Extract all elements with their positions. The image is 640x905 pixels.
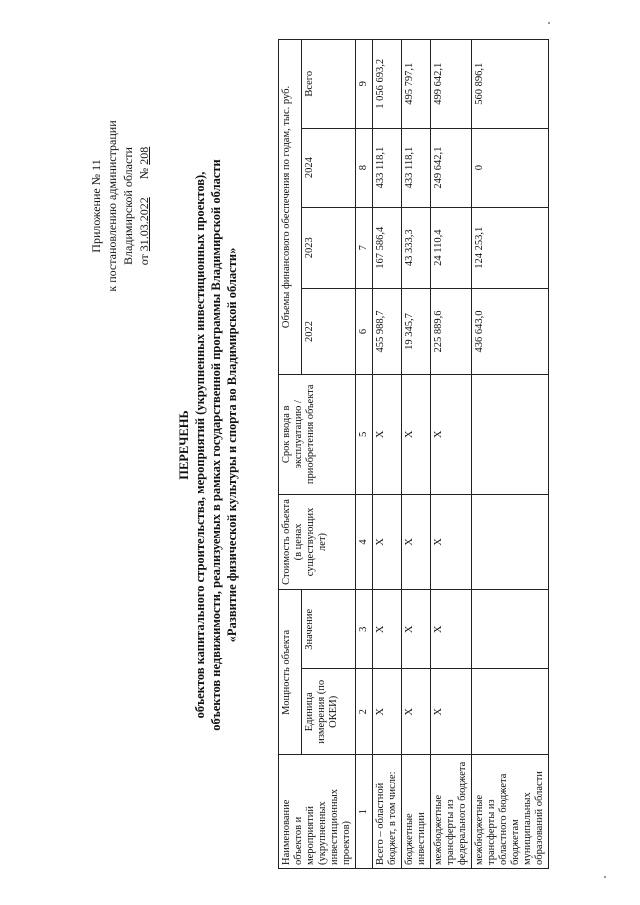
col-number: 1 bbox=[356, 755, 373, 869]
header-2023: 2023 bbox=[301, 207, 355, 288]
appendix-block bbox=[88, 111, 152, 301]
row-value: Х bbox=[402, 590, 431, 669]
row-total: 1 056 693,2 bbox=[373, 40, 402, 129]
row-2023: 167 586,4 bbox=[373, 207, 402, 288]
row-term: Х bbox=[431, 375, 472, 495]
scan-speck bbox=[548, 22, 550, 24]
row-total: 560 896,1 bbox=[472, 40, 549, 129]
table-row bbox=[431, 40, 472, 869]
row-name: бюджетные инвестиции bbox=[402, 755, 431, 869]
header-2024: 2024 bbox=[301, 128, 355, 207]
row-2024: 249 642,1 bbox=[431, 128, 472, 207]
row-2024: 433 118,1 bbox=[402, 128, 431, 207]
row-2022: 19 345,7 bbox=[402, 288, 431, 374]
appendix-date-line bbox=[136, 111, 152, 301]
row-2022: 455 988,7 bbox=[373, 288, 402, 374]
title-line3: объектов недвижимости, реализуемых в рамках государственной программы Владимирской области bbox=[209, 159, 223, 731]
header-capacity: Мощность объекта bbox=[279, 590, 302, 755]
appendix-line1: Приложение № 11 bbox=[89, 159, 103, 253]
row-name: межбюджетные трансферты из областного бюджета бюджетам муниципальных образований области bbox=[472, 755, 549, 869]
row-unit: Х bbox=[402, 669, 431, 755]
header-name: Наименование объектов и мероприятий (укрупненных инвестиционных проектов) bbox=[279, 755, 356, 869]
header-total: Всего bbox=[301, 40, 355, 129]
row-unit: Х bbox=[373, 669, 402, 755]
title-line1: ПЕРЕЧЕНЬ bbox=[177, 410, 191, 480]
row-cost bbox=[472, 494, 549, 590]
appendix-number: 208 bbox=[137, 146, 151, 165]
header-2022: 2022 bbox=[301, 288, 355, 374]
row-unit: Х bbox=[431, 669, 472, 755]
row-cost: Х bbox=[402, 494, 431, 590]
header-row-1 bbox=[279, 40, 302, 869]
appendix-line2: к постановлению администрации bbox=[105, 120, 119, 292]
title-line4: «Развитие физической культуры и спорта во Владимирской области» bbox=[225, 247, 239, 643]
row-2023: 124 253,1 bbox=[472, 207, 549, 288]
col-number: 7 bbox=[356, 207, 373, 288]
number-prefix: № bbox=[137, 167, 151, 180]
row-term: Х bbox=[402, 375, 431, 495]
row-unit bbox=[472, 669, 549, 755]
row-name: Всего – областной бюджет, в том числе: bbox=[373, 755, 402, 869]
header-funding: Объемы финансового обеспечения по годам, тыс. руб. bbox=[279, 40, 302, 375]
objects-table bbox=[278, 39, 549, 869]
col-number: 8 bbox=[356, 128, 373, 207]
appendix-date: 31.03.2022 bbox=[137, 197, 151, 252]
row-cost: Х bbox=[373, 494, 402, 590]
table-row bbox=[373, 40, 402, 869]
row-2024: 0 bbox=[472, 128, 549, 207]
row-value: Х bbox=[373, 590, 402, 669]
row-value bbox=[472, 590, 549, 669]
col-number: 3 bbox=[356, 590, 373, 669]
col-number: 2 bbox=[356, 669, 373, 755]
col-number: 9 bbox=[356, 40, 373, 129]
row-value: Х bbox=[431, 590, 472, 669]
row-2022: 225 889,6 bbox=[431, 288, 472, 374]
row-2023: 24 110,4 bbox=[431, 207, 472, 288]
date-prefix: от bbox=[137, 254, 151, 266]
column-number-row bbox=[356, 40, 373, 869]
row-total: 499 642,1 bbox=[431, 40, 472, 129]
header-value: Значение bbox=[301, 590, 355, 669]
col-number: 6 bbox=[356, 288, 373, 374]
col-number: 4 bbox=[356, 494, 373, 590]
table-row bbox=[472, 40, 549, 869]
appendix-line3: Владимирской области bbox=[121, 147, 135, 265]
title-line2: объектов капитального строительства, мероприятий (укрупненных инвестиционных проектов), bbox=[193, 171, 207, 719]
header-unit: Единица измерения (по ОКЕИ) bbox=[301, 669, 355, 755]
row-term: Х bbox=[373, 375, 402, 495]
row-2023: 43 333,3 bbox=[402, 207, 431, 288]
row-2024: 433 118,1 bbox=[373, 128, 402, 207]
row-cost: Х bbox=[431, 494, 472, 590]
scan-speck bbox=[604, 876, 606, 878]
row-total: 495 797,1 bbox=[402, 40, 431, 129]
document-title bbox=[176, 25, 240, 865]
header-cost: Стоимость объекта (в ценах существующих лет) bbox=[279, 494, 356, 590]
table-row bbox=[402, 40, 431, 869]
header-term: Срок ввода в эксплуатацию / приобретения объекта bbox=[279, 375, 356, 495]
row-name: межбюджетные трансферты из федерального бюджета bbox=[431, 755, 472, 869]
row-term bbox=[472, 375, 549, 495]
row-2022: 436 643,0 bbox=[472, 288, 549, 374]
col-number: 5 bbox=[356, 375, 373, 495]
